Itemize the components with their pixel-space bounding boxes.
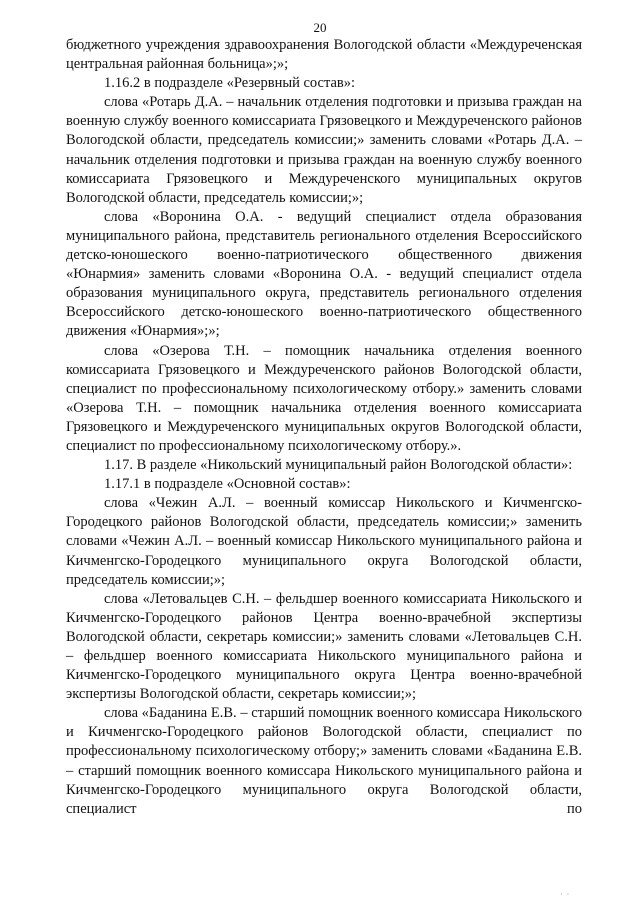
paragraph-badanina: слова «Баданина Е.В. – старший помощник военного комиссара Никольского и Кичменгско-Городецкого районов Вологодской области, специалист по профессиональному психологическому отбору;» заменить словами «Баданина Е.В. – старший помощник военного комиссара Никольского муниципального района и Кичменгско-Городецкого муниципального округа Вологодской области, специалист по — [66, 705, 582, 817]
paragraph-continuation: бюджетного учреждения здравоохранения Вологодской области «Междуреченская центральная районная больница»;»; — [66, 37, 582, 73]
paragraph-chezhin: слова «Чежин А.Л. – военный комиссар Никольского и Кичменгско-Городецкого районов Вологодской области, председатель комиссии;» заменить словами «Чежин А.Л. – военный комиссар Никольского муниципального района и Кичменгско-Городецкого муниципального округа Вологодской области, председатель комиссии;»; — [66, 495, 582, 588]
paragraph-letovaltsev: слова «Летовальцев С.Н. – фельдшер военного комиссариата Никольского и Кичменгско-Городецкого районов Центра военно-врачебной экспертизы Вологодской области, секретарь комиссии;» заменить словами «Летовальцев С.Н. – фельдшер военного комиссариата Никольского муниципального района и Кичменгско-Городецкого муниципального округа Центра военно-врачебной экспертизы Вологодской области, секретарь комиссии;»; — [66, 590, 582, 703]
page-number: 20 — [313, 20, 327, 35]
paragraph-voronina: слова «Воронина О.А. - ведущий специалист отдела образования муниципального района, представитель регионального отделения Всероссийского детско-юношеского военно-патриотического общественного движения «Юнармия» заменить словами «Воронина О.А. - ведущий специалист отдела образования муниципального округа, представитель регионального отделения Всероссийского детско-юношеского военно-патриотического общественного движения «Юнармия»;»; — [66, 208, 582, 340]
paragraph-rotar: слова «Ротарь Д.А. – начальник отделения подготовки и призыва граждан на военную службу военного комиссариата Грязовецкого и Междуреченского районов Вологодской области, председатель комиссии;» заменить словами «Ротарь Д.А. – начальник отделения подготовки и призыва граждан на военную службу военного комиссариата Грязовецкого и Междуреченского муниципальных округов Вологодской области, председатель комиссии;»; — [66, 94, 582, 206]
paragraph-subsection-heading: 1.16.2 в подразделе «Резервный состав»: — [104, 75, 356, 92]
document-body — [66, 36, 582, 819]
paragraph-subsection-heading-2: 1.17.1 в подразделе «Основной состав»: — [104, 476, 351, 493]
paragraph-section-heading: 1.17. В разделе «Никольский муниципальный район Вологодской области»: — [104, 457, 573, 474]
scan-artifact: · · — [560, 890, 571, 899]
paragraph-ozerova: слова «Озерова Т.Н. – помощник начальника отделения военного комиссариата Грязовецкого и Междуреченского районов Вологодской области, специалист по профессиональному психологическому отбору.» заменить словами «Озерова Т.Н. – помощник начальника отделения военного комиссариата Грязовецкого и Междуреченского муниципальных округов Вологодской области, специалист по профессиональному психологическому отбору.». — [66, 342, 582, 454]
